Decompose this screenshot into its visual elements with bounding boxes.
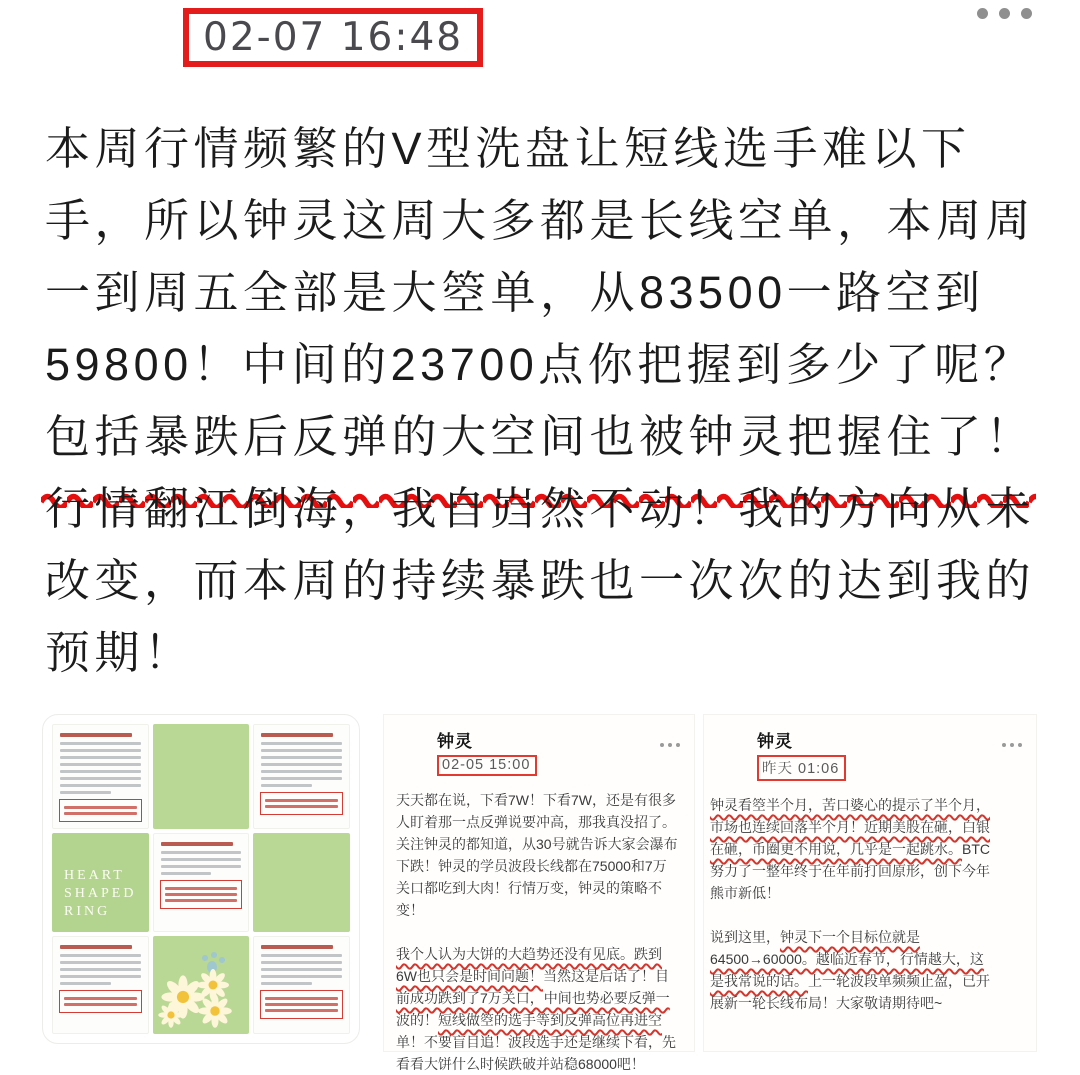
chat-line: 熊市新低！	[710, 885, 780, 901]
chat-line	[710, 904, 1032, 926]
red-outline-box	[160, 880, 243, 909]
chat-line: 关注钟灵的都知道，从30号就告诉大家会瀑布	[396, 836, 678, 852]
mini-text-card	[52, 724, 149, 829]
post-line: 本周行情频繁的V型洗盘让短线选手难以下	[45, 123, 971, 174]
chat-line: 波的！短线做箜的选手等到反弹高位再进空	[396, 1012, 662, 1028]
post-timestamp: 02-07 16:48	[183, 8, 483, 67]
chat-line: 我个人认为大饼的大趋势还没有见底。跌到	[396, 946, 662, 962]
attachment-grid-image[interactable]	[42, 714, 360, 1044]
chat-line: 下跌！钟灵的学员波段长线都在75000和7万	[396, 858, 667, 874]
more-dots-icon	[660, 743, 680, 747]
chat-line: 看看大饼什么时候跌破并站稳68000吧！	[396, 1056, 645, 1072]
more-dots-icon	[1002, 743, 1022, 747]
green-tile	[153, 724, 250, 829]
chat-line: 努力了一整年终于在年前打回原形，创下今年	[710, 863, 990, 879]
grid-tiles	[52, 724, 350, 1034]
more-dots-icon[interactable]	[977, 8, 1032, 19]
flower-card	[153, 936, 250, 1035]
chat-line: 变！	[396, 902, 424, 918]
chat-timestamp: 02-05 15:00	[437, 755, 537, 776]
attachment-chat-image-2[interactable]	[703, 714, 1037, 1052]
red-outline-box	[260, 792, 343, 815]
green-tile	[253, 833, 350, 932]
attachment-chat-image-1[interactable]	[383, 714, 695, 1072]
chat-author: 钟灵	[757, 732, 793, 751]
chat-line: 前成功跌到了7万关口，中间也势必要反弹一	[396, 990, 670, 1006]
red-outline-box	[59, 799, 142, 822]
chat-line: 展新一轮长线布局！大家敬请期待吧~	[710, 995, 943, 1011]
post-line: 包括暴跌后反弹的大空间也被钟灵把握住了！	[45, 404, 1040, 476]
mini-text-card	[253, 724, 350, 829]
red-outline-box	[260, 990, 343, 1019]
chat-body	[698, 781, 1036, 1014]
red-outline-box	[59, 990, 142, 1013]
heart-shaped-ring-card: HEART SHAPED RING	[52, 833, 149, 932]
chat-author: 钟灵	[437, 732, 473, 751]
chat-line: 市场也连续回落半个月！近期美股在砸，白银	[710, 819, 990, 835]
post-line: 手，所以钟灵这周大多都是长线空单，本周周	[45, 195, 1036, 246]
chat-line: 说到这里，钟灵下一个目标位就是	[710, 929, 920, 945]
chat-line	[396, 921, 690, 943]
mini-text-card	[253, 936, 350, 1035]
chat-line: 在砸，币圈更不用说，几乎是一起跳水。BTC	[710, 841, 990, 857]
chat-header	[704, 715, 1036, 781]
chat-line: 关口都吃到大肉！行情万变，钟灵的策略不	[396, 880, 662, 896]
post-line: 改变，而本周的持续暴跌也一次次的达到我的	[45, 555, 1036, 606]
chat-line: 钟灵看箜半个月，苦口婆心的提示了半个月，	[710, 797, 990, 813]
chat-line: 64500→60000。越临近春节，行情越大，这	[710, 951, 984, 967]
chat-line: 是我常说的话。上一轮波段单频频止盈，已开	[710, 973, 990, 989]
chat-header	[384, 715, 694, 776]
daisy-flowers-icon	[155, 955, 255, 1032]
mini-text-card	[153, 833, 250, 932]
mini-text-card	[52, 936, 149, 1035]
post-line: 预期！	[45, 627, 194, 678]
chat-line: 6W也只会是时间问题！当然这是后话了！目	[396, 968, 669, 984]
chat-line: 天天都在说，下看7W！下看7W，还是有很多	[396, 792, 676, 808]
post-body	[45, 116, 1040, 692]
chat-body	[384, 776, 694, 1075]
post-line: 59800！中间的23700点你把握到多少了呢？	[45, 339, 1034, 390]
chat-line: 单！不要盲目追！波段选手还是继续下看，先	[396, 1034, 676, 1050]
chat-line: 人盯着那一点反弹说要冲高，那我真没招了。	[396, 814, 676, 830]
post-line: 行情翻江倒海，我自岿然不动！我的方向从未	[45, 483, 1036, 534]
chat-timestamp: 昨天 01:06	[757, 755, 846, 781]
post-line: 一到周五全部是大箜单，从83500一路空到	[45, 267, 985, 318]
